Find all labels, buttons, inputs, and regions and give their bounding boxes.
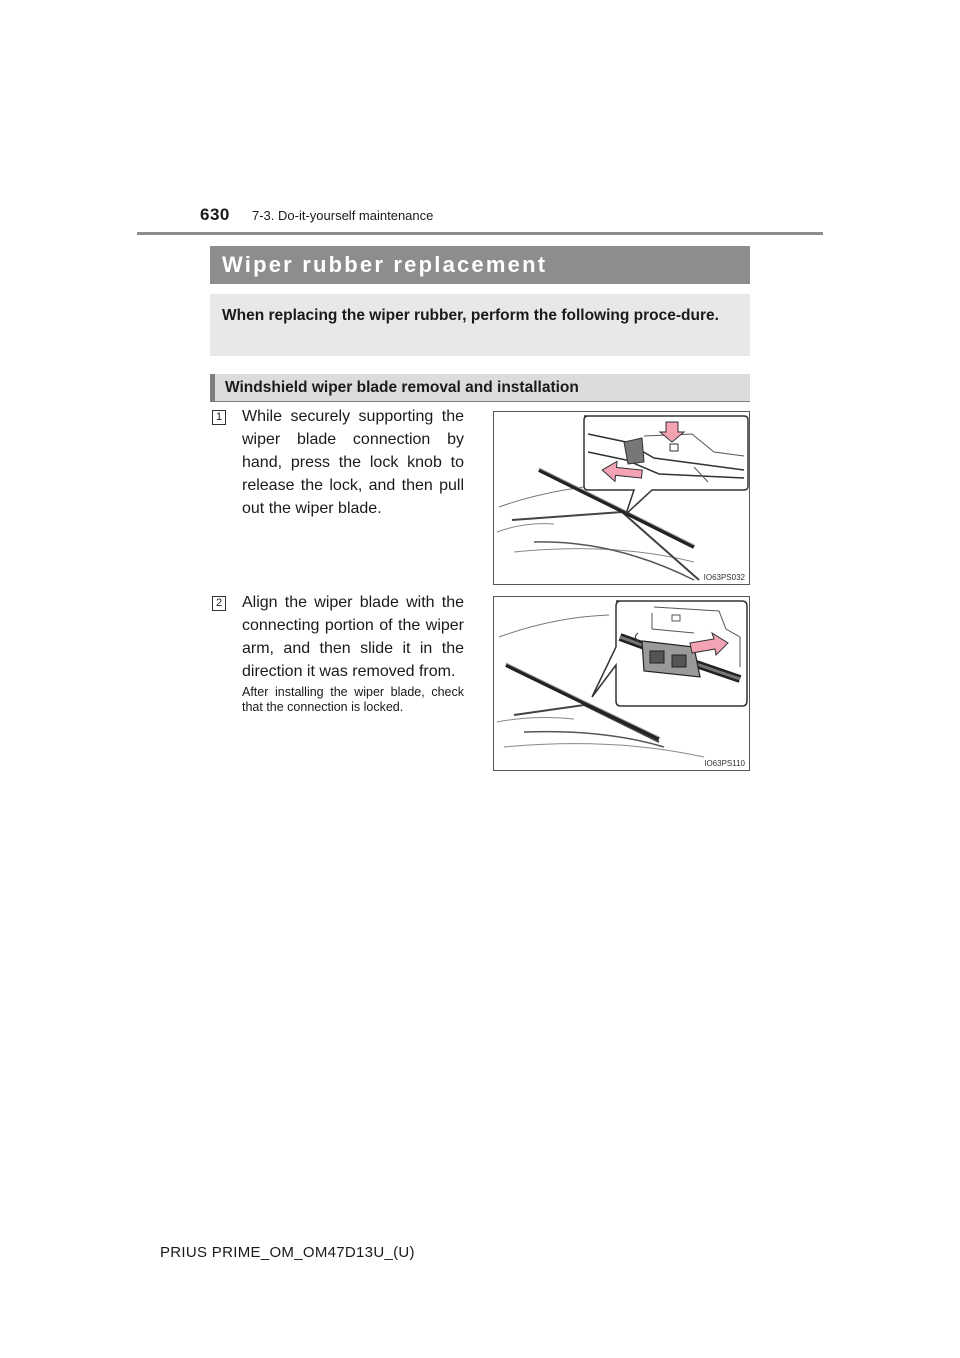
blade-removal-illustration (494, 412, 749, 584)
figure-code-1: IO63PS032 (703, 573, 745, 582)
figure-blade-removal (493, 411, 750, 585)
step-number-2: 2 (212, 596, 226, 611)
figure-code-2: IO63PS110 (704, 759, 745, 768)
subsection-heading: Windshield wiper blade removal and installation (210, 374, 750, 402)
header-divider (137, 232, 823, 235)
intro-box: When replacing the wiper rubber, perform the following proce-dure. (210, 294, 750, 356)
step-text-1: While securely supporting the wiper blade connection by hand, press the lock knob to release the lock, and then pull out the wiper blade. (242, 408, 464, 517)
step-note-2: After installing the wiper blade, check that the connection is locked. (242, 685, 464, 714)
title-bar (210, 246, 750, 284)
section-label: 7-3. Do-it-yourself maintenance (252, 208, 434, 223)
step-number-1: 1 (212, 410, 226, 425)
footer-document-id: PRIUS PRIME_OM_OM47D13U_(U) (160, 1244, 415, 1261)
page-title: Wiper rubber replacement (222, 252, 548, 277)
page-number: 630 (200, 205, 230, 224)
figure-blade-installation (493, 596, 750, 771)
step-text-2: Align the wiper blade with the connecting portion of the wiper arm, and then slide it in the direction it was removed from. (242, 594, 464, 680)
blade-installation-illustration (494, 597, 749, 770)
